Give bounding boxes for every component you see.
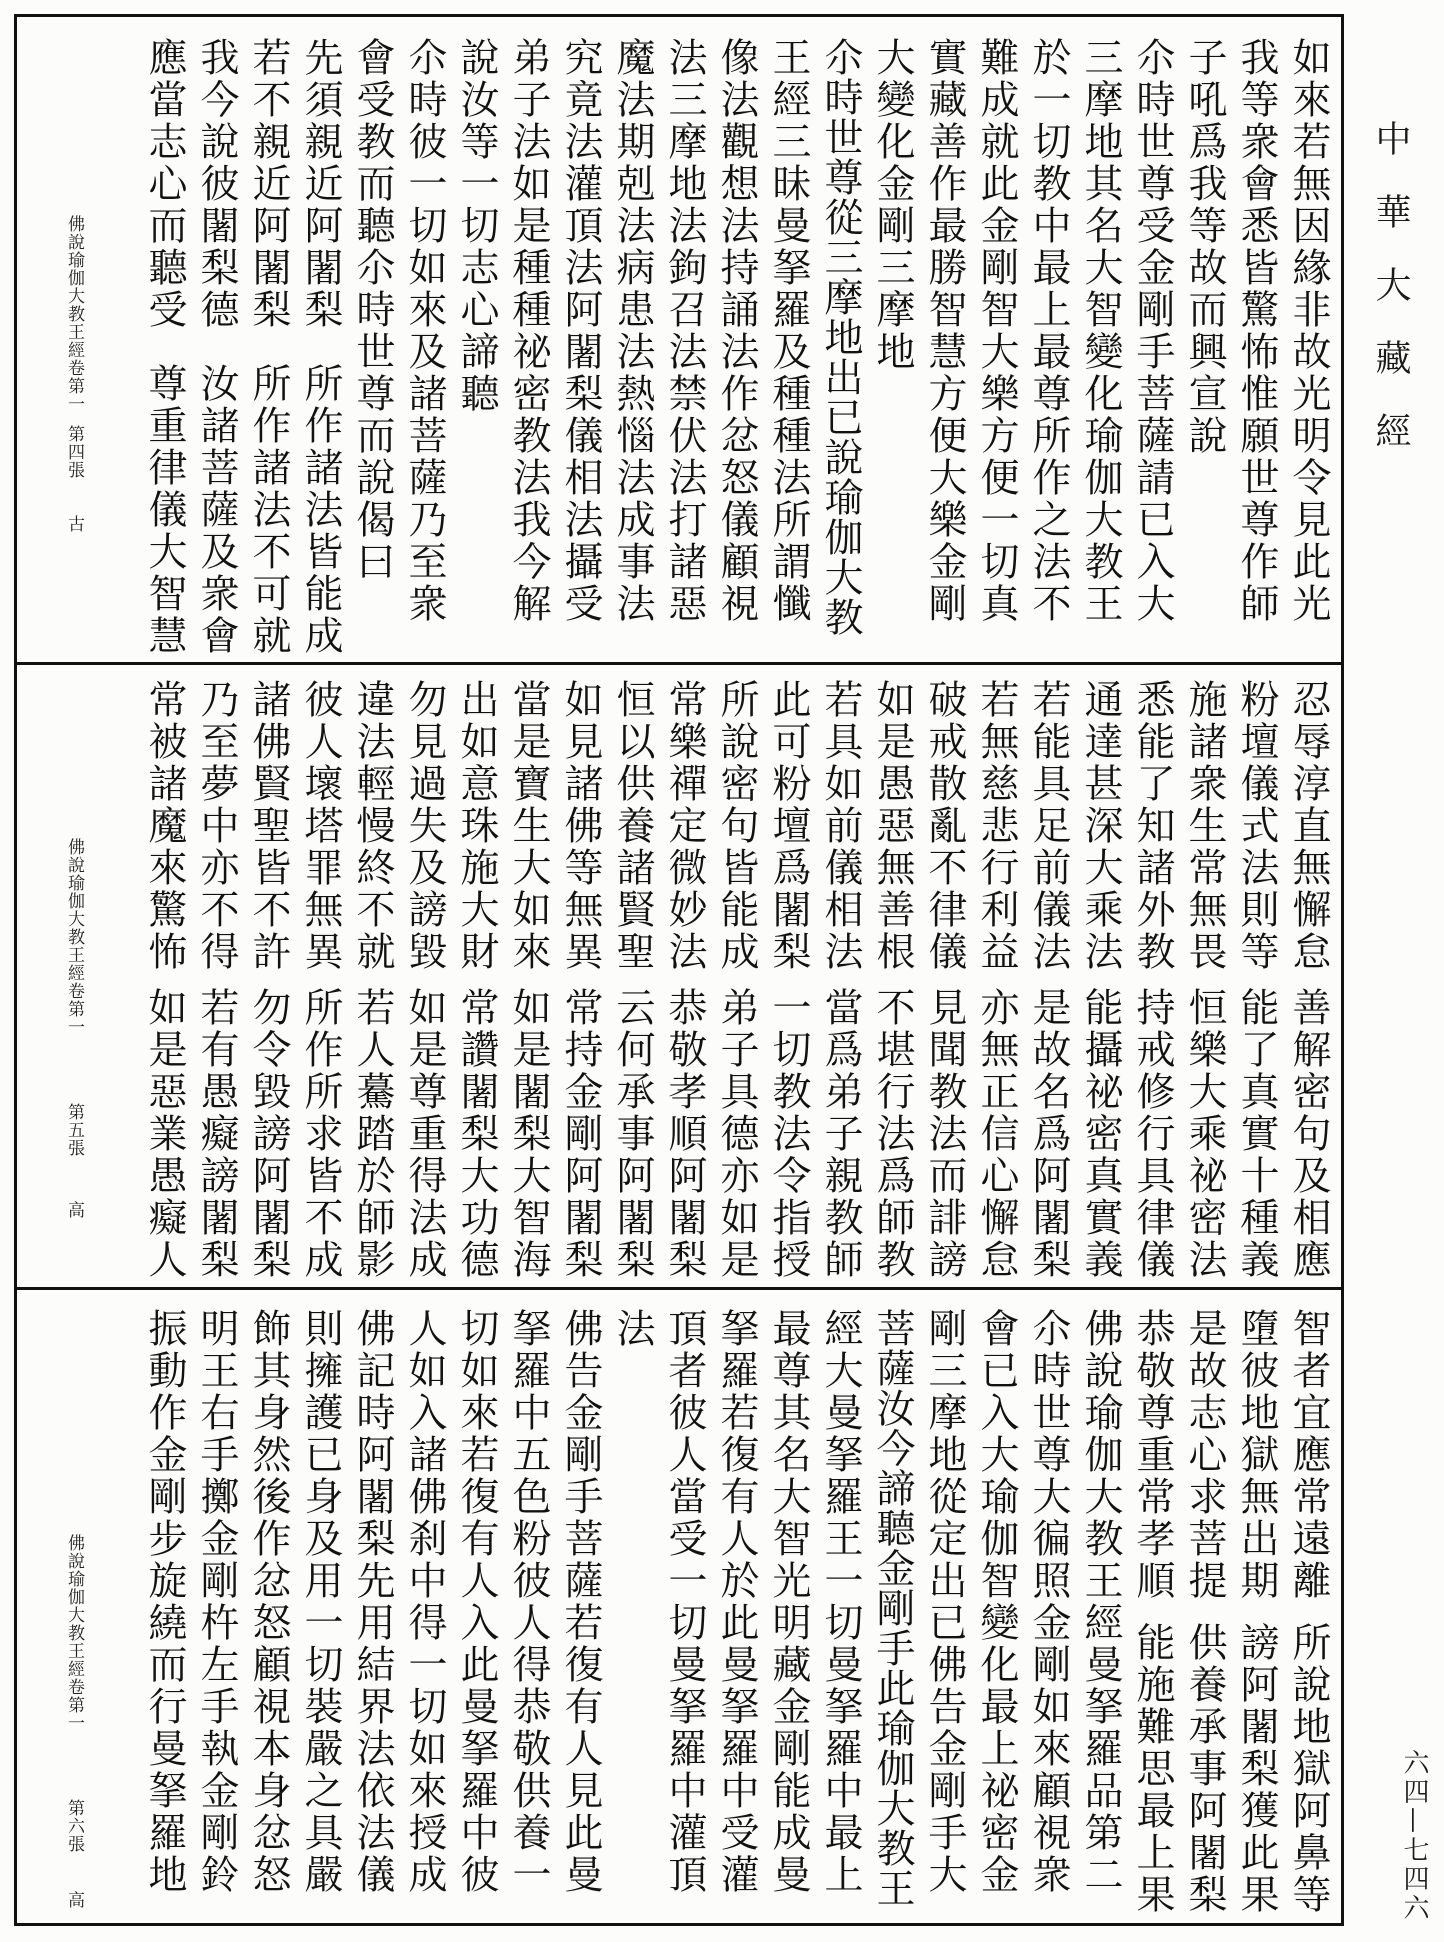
verse-upper-line: 所說密句皆能成: [714, 679, 759, 973]
margin-note-sheet: 第五張: [64, 1103, 84, 1157]
verse-column: [242, 665, 294, 1287]
verse-upper-line: 若不親近阿闍梨: [246, 37, 291, 331]
text-column: [554, 1290, 606, 1923]
column-text: 則擁護已身及用一切裝嚴之具嚴: [298, 1308, 343, 1896]
margin-note-title: 佛說瑜伽大教王經卷第一: [64, 838, 84, 1036]
verse-upper-line: 勿見過失及謗毀: [402, 679, 447, 973]
verse-upper-line: 如是愚惡無善根: [870, 679, 915, 973]
margin-note-title: 佛說瑜伽大教王經卷第一: [64, 215, 84, 413]
verse-lower-line: 若人驀踏於師影: [350, 987, 395, 1281]
column-text: 經大曼拏羅王一切曼拏羅中最上: [818, 1308, 863, 1896]
text-column: [866, 17, 918, 662]
text-column: [710, 17, 762, 662]
verse-lower-line: 恭敬孝順阿闍梨: [662, 987, 707, 1281]
register-middle: [17, 665, 1341, 1287]
register-top: [17, 17, 1341, 662]
column-text: 頂者彼人當受一切曼拏羅中灌頂: [662, 1308, 707, 1896]
text-column: [970, 1290, 1022, 1923]
verse-column: [554, 665, 606, 1287]
verse-upper-line: 當是寶生大如來: [506, 679, 551, 973]
text-column: [502, 1290, 554, 1923]
verse-upper-line: 墮彼地獄無出期: [1234, 1308, 1279, 1602]
verse-lower-line: 恒樂大乘祕密法: [1182, 987, 1227, 1281]
collection-title: 中華大藏經: [1370, 120, 1411, 485]
verse-lower-line: 能攝祕密真實義: [1078, 987, 1123, 1281]
text-column: [450, 1290, 502, 1923]
text-columns: [138, 1290, 1334, 1923]
verse-column: [1022, 665, 1074, 1287]
text-column: [606, 17, 658, 662]
column-text: 弟子法如是種種祕密教法我今解: [506, 37, 551, 625]
verse-column: [398, 665, 450, 1287]
verse-column: [918, 665, 970, 1287]
column-text: 魔法期剋法病患法熱惱法成事法: [610, 37, 655, 625]
column-text: 究竟法灌頂法阿闍梨儀相法攝受: [558, 37, 603, 625]
column-text: 飾其身然後作忿怒顧視本身忿怒: [246, 1308, 291, 1896]
verse-upper-line: 若具如前儀相法: [818, 679, 863, 973]
verse-lower-line: 持戒修行具律儀: [1130, 987, 1175, 1281]
verse-upper-line: 諸佛賢聖皆不許: [246, 679, 291, 973]
column-text: 尒時世尊受金剛手菩薩請已入大: [1130, 37, 1175, 625]
column-text: 王經三昧曼拏羅及種種法所謂懺: [766, 37, 811, 625]
text-column: [918, 17, 970, 662]
verse-column: [294, 17, 346, 662]
verse-lower-line: 常讚闍梨大功德: [454, 987, 499, 1281]
text-column: [710, 1290, 762, 1923]
margin-note-sheet: 第四張: [64, 425, 84, 479]
margin-note-mark: 高: [64, 1891, 84, 1909]
text-column: [138, 1290, 190, 1923]
column-text: 菩薩汝今諦聽金剛手此瑜伽大教王: [870, 1308, 915, 1908]
column-text: 法三摩地法鉤召法禁伏法打諸惡: [662, 37, 707, 625]
verse-upper-line: 乃至夢中亦不得: [194, 679, 239, 973]
column-text: 尒時世尊從三摩地出已說瑜伽大教: [818, 37, 863, 637]
column-text: 像法觀想法持誦法作忿怒儀顧視: [714, 37, 759, 625]
verse-lower-line: 如是闍梨大智海: [506, 987, 551, 1281]
column-text: 佛告金剛手菩薩若復有人見此曼: [558, 1308, 603, 1896]
verse-upper-line: 如見諸佛等無異: [558, 679, 603, 973]
text-column: [190, 1290, 242, 1923]
column-text: 剛三摩地從定出已佛告金剛手大: [922, 1308, 967, 1896]
verse-column: [1074, 665, 1126, 1287]
column-text: 於一切教中最上最尊所作之法不: [1026, 37, 1071, 625]
verse-column: [242, 17, 294, 662]
verse-upper-line: 通達甚深大乘法: [1078, 679, 1123, 973]
text-column: [554, 17, 606, 662]
verse-lower-line: 如是尊重得法成: [402, 987, 447, 1281]
margin-note-mark: 古: [64, 515, 84, 533]
verse-upper-line: 粉壇儀式法則等: [1234, 679, 1279, 973]
verse-upper-line: 智者宜應常遠離: [1286, 1308, 1331, 1602]
text-column: [1230, 17, 1282, 662]
margin-note: [57, 1290, 91, 1923]
verse-upper-line: 出如意珠施大財: [454, 679, 499, 973]
verse-lower-line: 常持金剛阿闍梨: [558, 987, 603, 1281]
column-text: 子吼爲我等故而興宣說: [1182, 37, 1227, 457]
verse-lower-line: 亦無正信心懈怠: [974, 987, 1019, 1281]
text-column: [502, 17, 554, 662]
text-column: [1074, 17, 1126, 662]
verse-upper-line: 若無慈悲行利益: [974, 679, 1019, 973]
verse-column: [658, 665, 710, 1287]
verse-column: [970, 665, 1022, 1287]
verse-upper-line: 破戒散亂不律儀: [922, 679, 967, 973]
text-column: [346, 17, 398, 662]
verse-upper-line: 常樂禪定微妙法: [662, 679, 707, 973]
text-column: [814, 1290, 866, 1923]
column-text: 我等衆會悉皆驚怖惟願世尊作師: [1234, 37, 1279, 625]
verse-upper-line: 此可粉壇爲闍梨: [766, 679, 811, 973]
verse-lower-line: 所作所求皆不成: [298, 987, 343, 1281]
verse-upper-line: 彼人壞塔罪無異: [298, 679, 343, 973]
verse-lower-line: 善解密句及相應: [1286, 987, 1331, 1281]
verse-lower-line: 能施難思最上果: [1130, 1622, 1175, 1916]
text-column: [398, 17, 450, 662]
verse-column: [294, 665, 346, 1287]
verse-lower-line: 尊重律儀大智慧: [142, 363, 187, 657]
verse-column: [606, 665, 658, 1287]
margin-note-title: 佛說瑜伽大教王經卷第一: [64, 1534, 84, 1732]
text-column: [1282, 17, 1334, 662]
column-text: 拏羅若復有人於此曼拏羅中受灌: [714, 1308, 759, 1896]
text-column: [1022, 17, 1074, 662]
column-text: 難成就此金剛智大樂方便一切真: [974, 37, 1019, 625]
verse-lower-line: 云何承事阿闍梨: [610, 987, 655, 1281]
text-column: [1022, 1290, 1074, 1923]
text-column: [918, 1290, 970, 1923]
margin-note: [57, 665, 91, 1287]
text-column: [1178, 17, 1230, 662]
margin-note-mark: 高: [64, 1201, 84, 1219]
verse-upper-line: 恒以供養諸賢聖: [610, 679, 655, 973]
text-column: [970, 17, 1022, 662]
verse-column: [450, 665, 502, 1287]
page-number: 六四—七四六: [1399, 1749, 1429, 1923]
chapter-title-column: [1074, 1290, 1126, 1923]
column-text: 會受教而聽尒時世尊而說偈曰: [350, 37, 395, 583]
text-column: [346, 1290, 398, 1923]
verse-column: [710, 665, 762, 1287]
verse-column: [1126, 665, 1178, 1287]
verse-lower-line: 所作諸法皆能成: [298, 363, 343, 657]
verse-upper-line: 應當志心而聽受: [142, 37, 187, 331]
verse-column: [814, 665, 866, 1287]
verse-column: [1230, 665, 1282, 1287]
verse-column: [1282, 665, 1334, 1287]
verse-column: [1178, 665, 1230, 1287]
column-text: 佛記時阿闍梨先用結界法依法儀: [350, 1308, 395, 1896]
verse-column: [138, 665, 190, 1287]
text-column: [450, 17, 502, 662]
column-text: 明王右手擲金剛杵左手執金剛鈴: [194, 1308, 239, 1896]
verse-lower-line: 是故名爲阿闍梨: [1026, 987, 1071, 1281]
verse-upper-line: 施諸衆生常無畏: [1182, 679, 1227, 973]
verse-lower-line: 所說地獄阿鼻等: [1286, 1622, 1331, 1916]
text-columns: [138, 665, 1334, 1287]
text-column: [762, 17, 814, 662]
verse-lower-line: 謗阿闍梨獲此果: [1234, 1622, 1279, 1916]
verse-lower-line: 能了真實十種義: [1234, 987, 1279, 1281]
column-text: 振動作金剛步旋繞而行曼拏羅地: [142, 1308, 187, 1896]
verse-lower-line: 勿令毀謗阿闍梨: [246, 987, 291, 1281]
verse-upper-line: 悉能了知諸外教: [1130, 679, 1175, 973]
column-text: 如來若無因緣非故光明令見此光: [1286, 37, 1331, 625]
verse-upper-line: 違法輕慢終不就: [350, 679, 395, 973]
verse-upper-line: 先須親近阿闍梨: [298, 37, 343, 331]
verse-column: [1230, 1290, 1282, 1923]
column-text: 人如入諸佛刹中得一切如來授成: [402, 1308, 447, 1896]
verse-upper-line: 我今說彼闍梨德: [194, 37, 239, 331]
text-column: [606, 1290, 658, 1923]
column-text: 拏羅中五色粉彼人得恭敬供養一: [506, 1308, 551, 1896]
verse-column: [190, 17, 242, 662]
verse-column: [1178, 1290, 1230, 1923]
column-text: 實藏善作最勝智慧方便大樂金剛: [922, 37, 967, 625]
chapter-title: 佛說瑜伽大教王經曼拏羅品第二: [1078, 1308, 1123, 1896]
verse-upper-line: 恭敬尊重常孝順: [1130, 1308, 1175, 1602]
text-column: [658, 17, 710, 662]
verse-lower-line: 汝諸菩薩及衆會: [194, 363, 239, 657]
page-frame: [14, 14, 1344, 1926]
verse-lower-line: 不堪行法爲師教: [870, 987, 915, 1281]
margin-note: [57, 17, 91, 662]
verse-upper-line: 常被諸魔來驚怖: [142, 679, 187, 973]
text-columns: [138, 17, 1334, 662]
verse-upper-line: 是故志心求菩提: [1182, 1308, 1227, 1602]
verse-lower-line: 見聞教法而誹謗: [922, 987, 967, 1281]
text-column: [398, 1290, 450, 1923]
column-text: 切如來若復有人入此曼拏羅中彼: [454, 1308, 499, 1896]
text-column: [762, 1290, 814, 1923]
column-text: 尒時世尊大徧照金剛如來顧視衆: [1026, 1308, 1071, 1896]
margin-note-sheet: 第六張: [64, 1799, 84, 1853]
verse-column: [138, 17, 190, 662]
column-text: 最尊其名大智光明藏金剛能成曼: [766, 1308, 811, 1896]
verse-upper-line: 忍辱淳直無懈怠: [1286, 679, 1331, 973]
verse-column: [1126, 1290, 1178, 1923]
text-column: [814, 17, 866, 662]
text-column: [242, 1290, 294, 1923]
verse-lower-line: 弟子具德亦如是: [714, 987, 759, 1281]
verse-column: [346, 665, 398, 1287]
column-text: 三摩地其名大智變化瑜伽大教王: [1078, 37, 1123, 625]
verse-column: [190, 665, 242, 1287]
column-text: 會已入大瑜伽智變化最上祕密金: [974, 1308, 1019, 1896]
verse-lower-line: 若有愚癡謗闍梨: [194, 987, 239, 1281]
verse-upper-line: 若能具足前儀法: [1026, 679, 1071, 973]
text-column: [294, 1290, 346, 1923]
text-column: [658, 1290, 710, 1923]
verse-column: [502, 665, 554, 1287]
column-text: 說汝等一切志心諦聽: [454, 37, 499, 415]
column-text: 法: [610, 1308, 655, 1350]
text-column: [866, 1290, 918, 1923]
column-text: 尒時彼一切如來及諸菩薩乃至衆: [402, 37, 447, 625]
verse-column: [866, 665, 918, 1287]
text-column: [1126, 17, 1178, 662]
verse-lower-line: 當爲弟子親教師: [818, 987, 863, 1281]
verse-lower-line: 一切教法令指授: [766, 987, 811, 1281]
verse-column: [1282, 1290, 1334, 1923]
verse-lower-line: 所作諸法不可就: [246, 363, 291, 657]
verse-lower-line: 供養承事阿闍梨: [1182, 1622, 1227, 1916]
verse-lower-line: 如是惡業愚癡人: [142, 987, 187, 1281]
register-bottom: [17, 1290, 1341, 1923]
column-text: 大變化金剛三摩地: [870, 37, 915, 373]
verse-column: [762, 665, 814, 1287]
